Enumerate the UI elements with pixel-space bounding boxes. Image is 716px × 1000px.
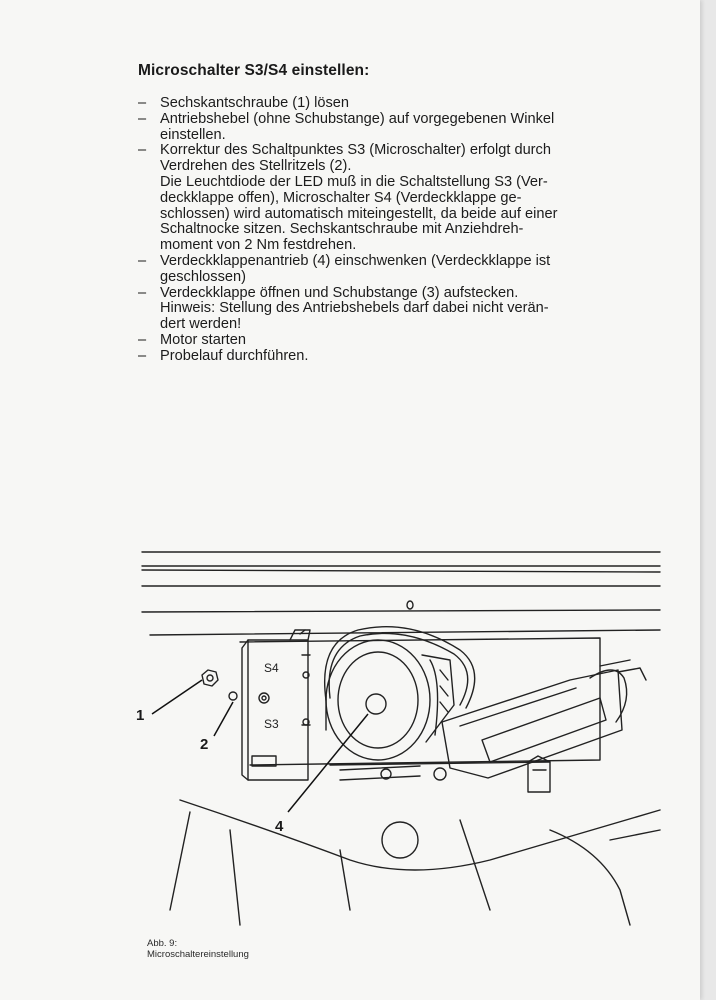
bullet-dash: – [138,331,147,348]
callout-1: 1 [136,707,145,724]
step-text: Korrektur des Schaltpunktes S3 (Microschalter) erfolgt durch Verdrehen des Stellritzels (2). Die Leuchtdiode der LED muß in die Schaltstellung S3 (Ver- deckklappe offen), Microschalter S4 (Verdeckklappe ge- schlossen) wird automatisch miteingestellt, da beide auf einer Schaltnocke sitzen. Sechskantschraube mit Anziehdreh- moment von 2 Nm festdrehen. [160,142,558,254]
switch-label-s4: S4 [264,661,279,675]
step-text: Motor starten [160,331,246,348]
list-item [138,254,678,286]
step-text: Verdeckklappe öffnen und Schubstange (3) aufstecken. Hinweis: Stellung des Antriebshebels darf dabei nicht verän- dert werden! [160,284,549,333]
microswitch-diagram [130,530,670,930]
step-text: Sechskantschraube (1) lösen [160,95,350,111]
list-item [138,143,678,254]
step-text: Probelauf durchführen. [160,347,309,364]
bullet-dash: – [138,95,147,111]
step-text: Antriebshebel (ohne Schubstange) auf vorgegebenen Winkel einstellen. [160,110,555,143]
list-item [138,333,678,349]
bullet-dash: – [138,252,147,269]
callout-2: 2 [200,736,209,753]
list-item [138,96,678,112]
caption-number: Abb. 9: [147,938,178,949]
instruction-list [138,96,678,365]
bullet-dash: – [138,110,147,127]
bullet-dash: – [138,142,147,159]
bullet-dash: – [138,284,147,301]
section-title: Microschalter S3/S4 einstellen: [138,62,370,79]
list-item [138,349,678,365]
bullet-dash: – [138,347,147,364]
list-item [138,112,678,144]
list-item [138,286,678,333]
callout-4: 4 [275,818,284,835]
figure-caption [147,938,249,960]
step-text: Verdeckklappenantrieb (4) einschwenken (Verdeckklappe ist geschlossen) [160,252,551,285]
caption-text: Microschaltereinstellung [147,949,249,960]
switch-label-s3: S3 [264,717,279,731]
